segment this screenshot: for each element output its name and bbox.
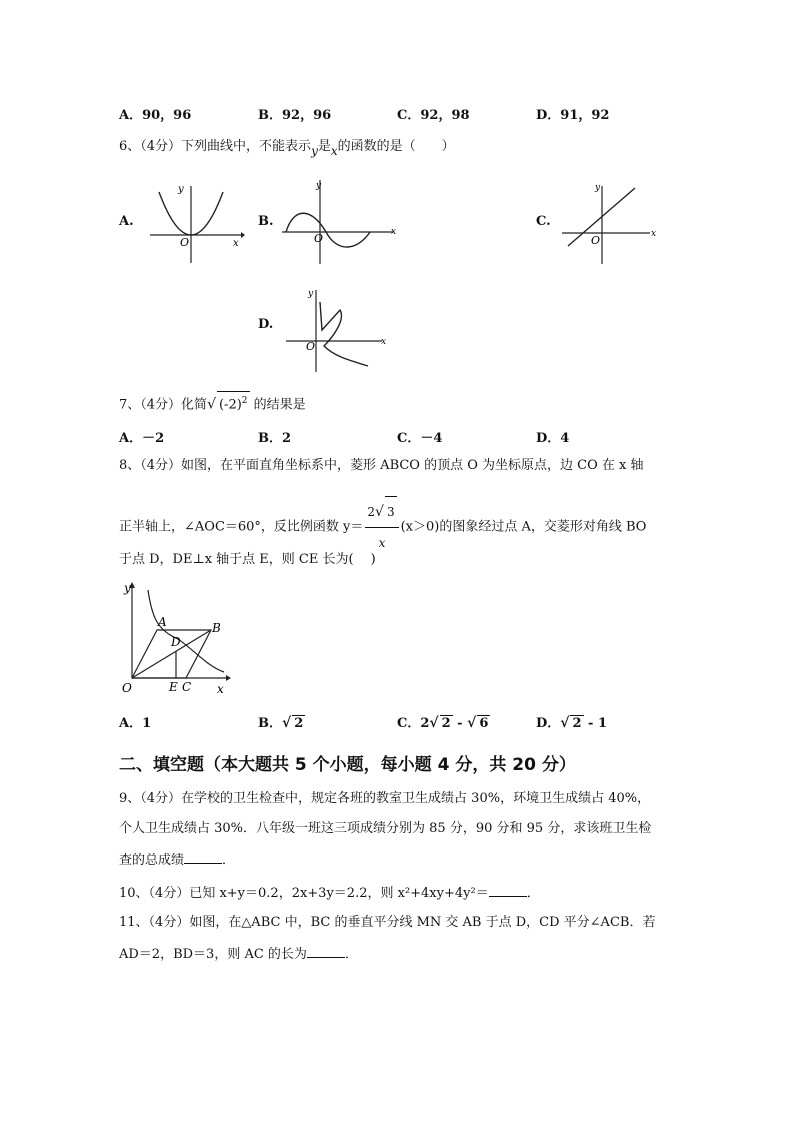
q7-text-a: 化简: [181, 397, 208, 413]
q8-option-c-prefix: C．2: [397, 716, 430, 731]
q8-line-2b: (x＞0)的图象经过点 A，交菱形对角线 BO: [400, 519, 647, 535]
q6-text-c: 的函数的是（ ）: [337, 139, 455, 154]
q9-line-1: 9、（4分）在学校的卫生检查中，规定各班的教室卫生成绩占 30%，环境卫生成绩占 40%，: [119, 791, 651, 806]
q6-label-b: B.: [258, 214, 274, 229]
q8-fraction-denominator: x: [378, 536, 386, 550]
q6-label-c: C.: [536, 214, 551, 229]
sqrt-symbol: √: [282, 715, 292, 731]
q8-line-2a: 正半轴上，∠AOC＝60°，反比例函数 y＝: [119, 519, 364, 535]
sqrt-symbol: √: [429, 715, 439, 731]
q7-question: [119, 391, 306, 414]
graph-c-line: [560, 180, 660, 266]
q5-option-a: A．90，96: [119, 108, 192, 123]
q11-line-2: AD＝2，BD＝3，则 AC 的长为 ．: [119, 947, 358, 962]
q8-option-d-radicand: 2: [572, 716, 582, 731]
q8-option-d-suffix: - 1: [583, 716, 608, 731]
q6-label-d: D.: [258, 317, 274, 332]
q5-option-b: B．92，96: [258, 108, 332, 123]
graph-b-wave: [280, 176, 400, 266]
sqrt-symbol: √: [207, 396, 216, 413]
q7-radicand: [217, 391, 250, 414]
graph-c-origin-label: O: [591, 234, 601, 247]
q10-text: 10、（4分）已知 x+y＝0.2，2x+3y＝2.2，则 x²+4xy+4y²＝: [119, 886, 489, 901]
q7-option-a: A．－2: [119, 431, 165, 446]
graph-b-origin-label: O: [314, 232, 324, 245]
graph-d-path: [320, 302, 368, 366]
q8-num-coef: 2: [367, 505, 376, 519]
fig-b-label: B: [212, 621, 221, 635]
graph-c-x-label: x: [651, 229, 657, 239]
graph-c-y-label: y: [595, 183, 601, 193]
q8-option-a: A．1: [119, 716, 152, 731]
fig-o-label: O: [122, 681, 132, 695]
sqrt-symbol: √: [467, 715, 477, 731]
graph-d-y-label: y: [308, 289, 314, 299]
graph-b-y-label: y: [316, 181, 322, 191]
q11-line-1: 11、（4分）如图，在△ABC 中，BC 的垂直平分线 MN 交 AB 于点 D，CD 平分∠ACB．若: [119, 915, 656, 930]
q7-option-b: B．2: [258, 431, 292, 446]
graph-a-parabola: [145, 180, 245, 266]
fig-x-label: x: [217, 682, 224, 696]
q7-number: 7、（4分）: [119, 397, 182, 413]
fig-y-label: y: [124, 581, 131, 595]
graph-a-origin-label: O: [180, 236, 190, 249]
q10-line: 10、（4分）已知 x+y＝0.2，2x+3y＝2.2，则 x²+4xy+4y²＝ ．: [119, 886, 540, 901]
q6-text-a: 下列曲线中，不能表示: [181, 139, 312, 154]
q11-answer-blank[interactable]: [307, 945, 345, 958]
q8-option-d-prefix: D．: [536, 716, 561, 731]
q8-line-3: 于点 D，DE⊥x 轴于点 E，则 CE 长为( ): [119, 552, 376, 567]
q8-option-d: [536, 712, 607, 731]
q8-figure: [118, 578, 234, 696]
graph-a-x-label: x: [233, 238, 239, 249]
q6-text-b: 是: [317, 139, 331, 154]
graph-b-x-label: x: [391, 227, 397, 237]
q9-line-3: 查的总成绩 ．: [119, 853, 236, 868]
graph-d-curve: [284, 284, 394, 374]
q10-answer-blank[interactable]: [489, 884, 527, 897]
q8-fraction: [365, 496, 398, 558]
graph-a-x-arrow: [241, 232, 245, 238]
q8-option-c-radicand-1: 2: [441, 716, 451, 731]
fig-a-label: A: [158, 615, 167, 629]
q11-line-2-text: AD＝2，BD＝3，则 AC 的长为: [119, 947, 307, 962]
graph-d-origin-label: O: [306, 340, 316, 353]
q8-option-b-prefix: B．: [258, 716, 282, 731]
q6-var-x: x: [330, 144, 338, 158]
q6-label-a: A.: [119, 214, 134, 229]
q7-text-b: 的结果是: [253, 397, 306, 413]
graph-a-y-label: y: [178, 184, 184, 195]
q8-option-c: [397, 712, 490, 731]
q6-var-y: y: [311, 144, 318, 158]
q8-fraction-numerator: [365, 496, 398, 528]
q6-question: [119, 137, 455, 156]
fig-d-label: D: [171, 635, 181, 649]
q7-radicand-text: (-2): [218, 397, 242, 413]
q7-option-c: C．－4: [397, 431, 443, 446]
q9-line-3-text: 查的总成绩: [119, 853, 185, 868]
q8-num-radicand: 3: [385, 496, 397, 527]
fig-c-label: C: [182, 680, 192, 694]
q8-option-c-radicand-2: 6: [479, 716, 489, 731]
section-2-heading: 二、填空题（本大题共 5 个小题，每小题 4 分，共 20 分）: [119, 755, 576, 775]
q7-option-d: D．4: [536, 431, 570, 446]
sqrt-symbol: √: [375, 504, 384, 520]
q5-option-d: D．91，92: [536, 108, 610, 123]
graph-b-curve: [286, 213, 370, 247]
fig-e-label: E: [169, 680, 178, 694]
q9-answer-blank[interactable]: [184, 851, 222, 864]
sqrt-symbol: √: [560, 715, 570, 731]
q9-line-2: 个人卫生成绩占 30%．八年级一班这三项成绩分别为 85 分，90 分和 95 分，求该班卫生检: [119, 821, 652, 836]
graph-d-x-label: x: [381, 337, 387, 347]
fig-x-arrow: [226, 675, 231, 681]
q8-option-b: [258, 712, 305, 731]
q8-option-b-radicand: 2: [294, 716, 304, 731]
q8-line-2: [119, 496, 646, 558]
q7-exponent: 2: [241, 396, 248, 406]
q6-number: 6、（4分）: [119, 139, 182, 154]
q8-line-1: 8、（4分）如图，在平面直角坐标系中，菱形 ABCO 的顶点 O 为坐标原点，边 CO 在 x 轴: [119, 458, 644, 473]
q8-option-c-minus: -: [452, 716, 468, 731]
q5-option-c: C．92，98: [397, 108, 470, 123]
